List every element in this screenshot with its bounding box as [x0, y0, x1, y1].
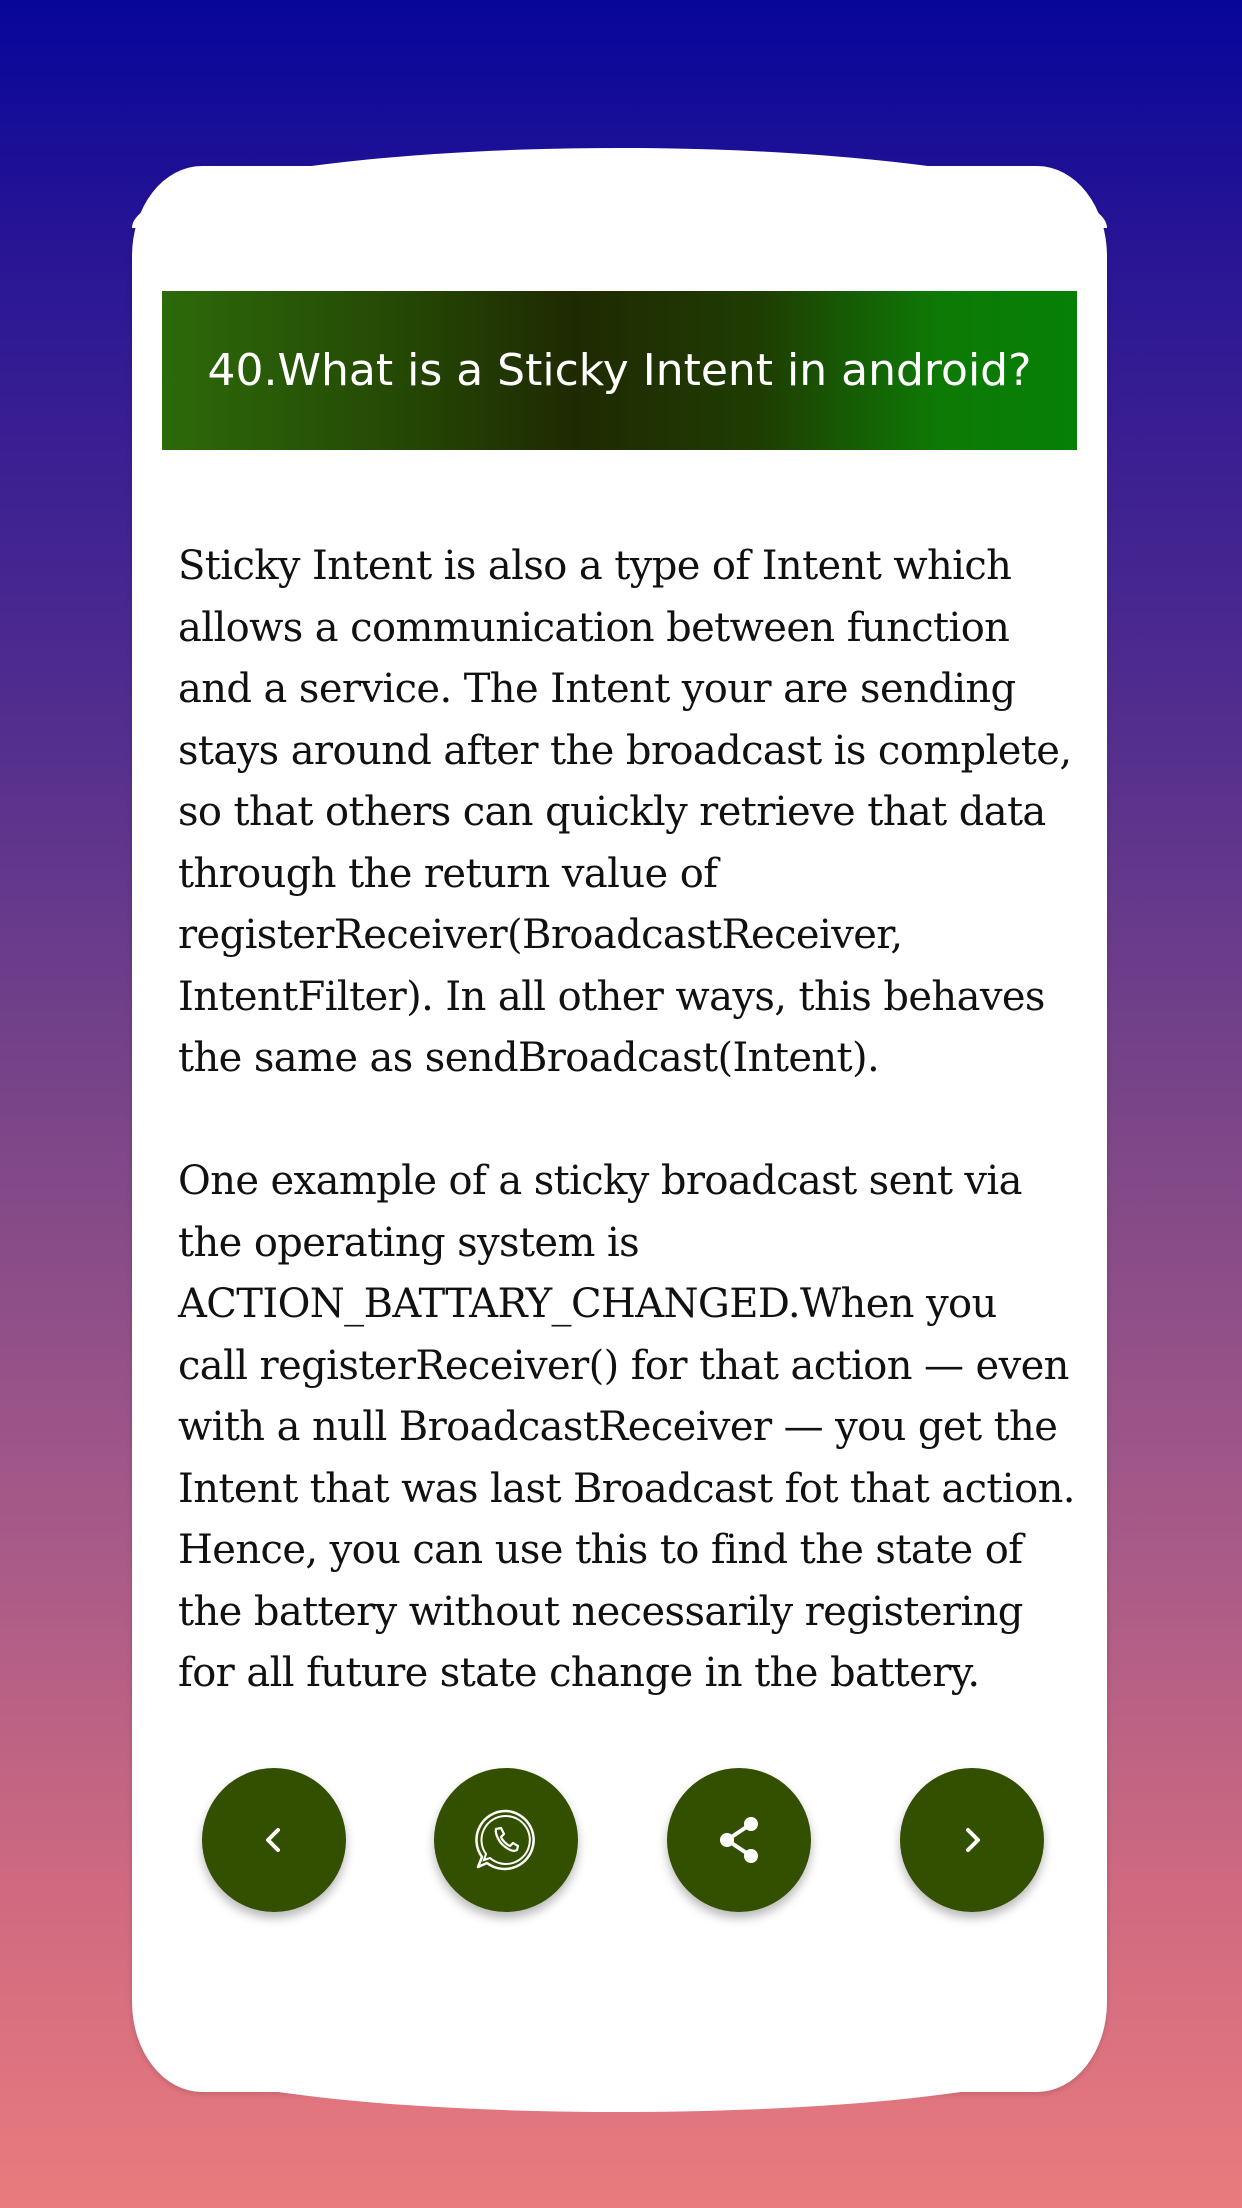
question-title-bar	[162, 291, 1077, 450]
chevron-left-icon	[254, 1820, 294, 1860]
navigation-bar	[132, 1768, 1107, 1918]
question-card	[132, 166, 1107, 2092]
chevron-right-icon	[952, 1820, 992, 1860]
whatsapp-share-button[interactable]	[434, 1768, 578, 1912]
share-button[interactable]	[667, 1768, 811, 1912]
next-button[interactable]	[900, 1768, 1044, 1912]
answer-text: Sticky Intent is also a type of Intent which allows a communication between function and a service. The Intent your are sending stays around after the broadcast is complete, so that others can quickly retrieve that data through the return value of registerReceiver(BroadcastReceiver, IntentFilter). In all other ways, this behaves the same as sendBroadcast(Intent). One example of a sticky broadcast sent via the operating system is ACTION_BATTARY_CHANGED.When you call registerReceiver() for that action — even with a null BroadcastReceiver — you get the Intent that was last Broadcast fot that action. Hence, you can use this to find the state of the battery without necessarily registering for all future state change in the battery.	[178, 543, 1075, 1696]
question-title: 40.What is a Sticky Intent in android?	[207, 345, 1032, 396]
whatsapp-icon	[471, 1805, 541, 1875]
previous-button[interactable]	[202, 1768, 346, 1912]
share-icon	[709, 1810, 769, 1870]
